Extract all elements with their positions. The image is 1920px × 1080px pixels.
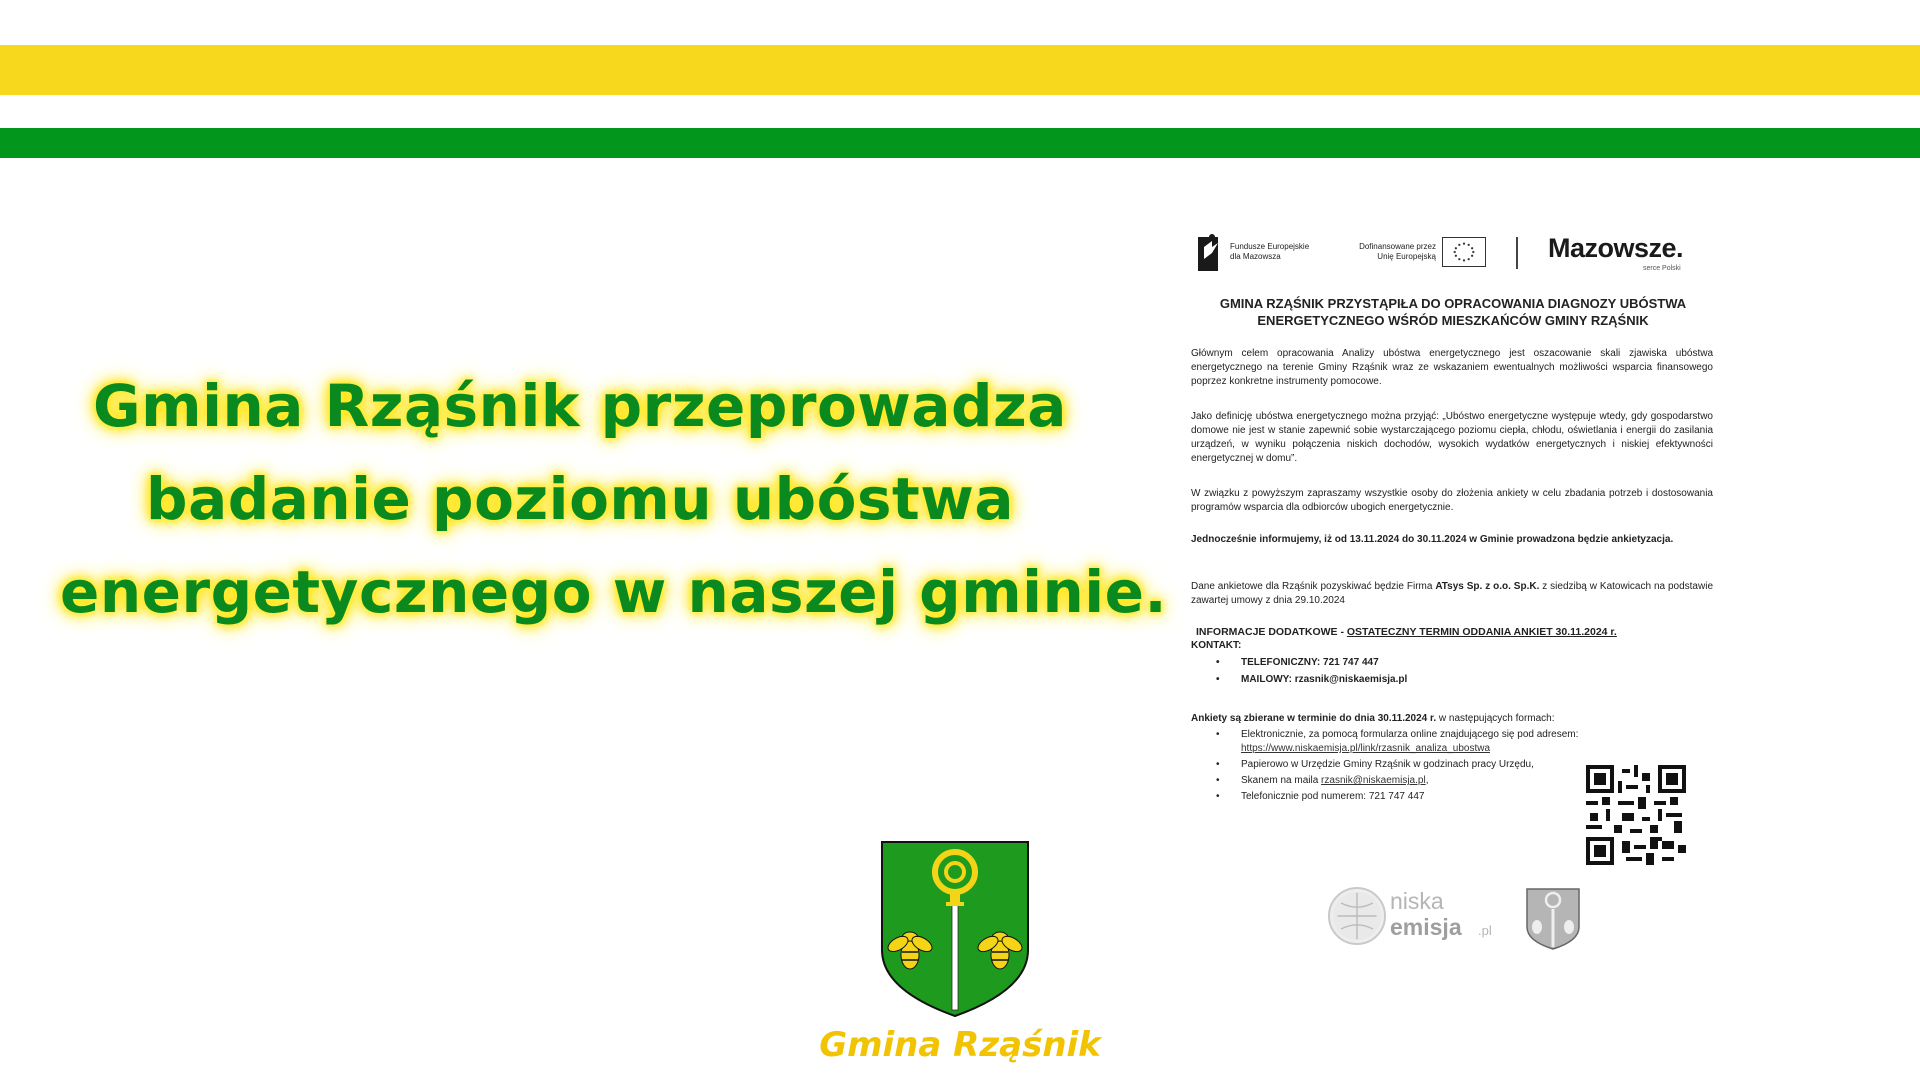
mazowsze-logo: Mazowsze. [1548, 233, 1684, 263]
top-green-stripe [0, 128, 1920, 158]
coat-of-arms-small-icon [1525, 887, 1581, 951]
mail-link[interactable]: rzasnik@niskaemisja.pl [1321, 775, 1426, 786]
contact-section [1191, 625, 1713, 687]
contact-mail: • MAILOWY: rzasnik@niskaemisja.pl [1191, 673, 1713, 687]
poster-paragraph-2: Jako definicję ubóstwa energetycznego można przyjąć: „Ubóstwo energetyczne występuje wtedy, gdy gospodarstwo domowe nie jest w stanie zapewnić sobie wystarczającego poziomu ciepła, chłodu, oświetlania i energii do zasilania urządzeń, w wyniku połączenia niskich dochodów, wysokich wydatków energetycznych i niskiej efektywności energetycznej w domu”. [1191, 411, 1713, 464]
contact-phone: • TELEFONICZNY: 721 747 447 [1191, 656, 1713, 670]
form-online: • Elektronicznie, za pomocą formularza online znajdującego się pod adresem: https://www.niskaemisja.pl/link/rzasnik_analiza_ubostwa [1191, 728, 1713, 756]
niskaemisja-logo: niska emisja .pl [1328, 887, 1498, 947]
fe-logo-text: Fundusze Europejskie dla Mazowsza [1230, 242, 1310, 261]
poster-title: GMINA RZĄŚNIK PRZYSTĄPIŁA DO OPRACOWANIA DIAGNOZY UBÓSTWA ENERGETYCZNEGO WŚRÓD MIESZKAŃCÓW GMINY RZĄŚNIK [1219, 296, 1687, 328]
poster-paragraph-4: Jednocześnie informujemy, iż od 13.11.2024 do 30.11.2024 w Gminie prowadzona będzie ankietyzacja. [1191, 534, 1674, 545]
eu-cofinance-text: Dofinansowane przez Unię Europejską [1359, 242, 1436, 261]
eu-flag-icon [1442, 237, 1486, 267]
fundusze-europejskie-logo-icon [1198, 233, 1222, 273]
form-phone: • Telefonicznie pod numerem: 721 747 447 [1191, 790, 1713, 804]
sponsor-logos [1198, 225, 1718, 275]
coat-of-arms-icon [880, 840, 1030, 1018]
poster-paragraph-3: W związku z powyższym zapraszamy wszystkie osoby do złożenia ankiety w celu zbadania potrzeb i dostosowania programów wsparcia dla odbiorców ubogich energetycznie. [1191, 488, 1713, 513]
collection-intro: Ankiety są zbierane w terminie do dnia 30.11.2024 r. w następujących formach: [1191, 713, 1555, 724]
headline [60, 360, 1168, 639]
poster-paragraph-1: Głównym celem opracowania Analizy ubóstwa energetycznego jest oszacowanie skali zjawiska ubóstwa energetycznego na terenie Gminy Rząśnik wraz ze wskazaniem ewentualnych możliwości wsparcia finansowego poprzez konkretne instrumenty pomocowe. [1191, 348, 1713, 387]
headline-line-1: Gmina Rząśnik przeprowadza [93, 372, 1067, 440]
form-paper: • Papierowo w Urzędzie Gminy Rząśnik w godzinach pracy Urzędu, [1191, 758, 1713, 772]
qr-code-icon[interactable] [1586, 765, 1686, 865]
form-scan: • Skanem na maila rzasnik@niskaemisja.pl, [1191, 774, 1713, 788]
top-yellow-stripe [0, 45, 1920, 95]
survey-link[interactable]: https://www.niskaemisja.pl/link/rzasnik_analiza_ubostwa [1241, 743, 1491, 754]
contact-label: KONTAKT: [1191, 640, 1242, 651]
headline-line-2: badanie poziomu ubóstwa [146, 465, 1014, 533]
announcement-poster [1188, 215, 1718, 955]
poster-paragraph-5: Dane ankietowe dla Rząśnik pozyskiwać będzie Firma ATsys Sp. z o.o. Sp.K. z siedzibą w Katowicach na podstawie zawartej umowy z dnia 29.10.2024 [1191, 581, 1714, 606]
mazowsze-tagline: serce Polski [1643, 265, 1681, 272]
logo-separator [1516, 237, 1518, 269]
globe-icon [1328, 887, 1386, 945]
additional-info-heading: INFORMACJE DODATKOWE - OSTATECZNY TERMIN ODDANIA ANKIET 30.11.2024 r. [1196, 626, 1617, 638]
headline-line-3: energetycznego w naszej gminie. [60, 558, 1168, 626]
crest-caption: Gmina Rząśnik [819, 1025, 1101, 1065]
